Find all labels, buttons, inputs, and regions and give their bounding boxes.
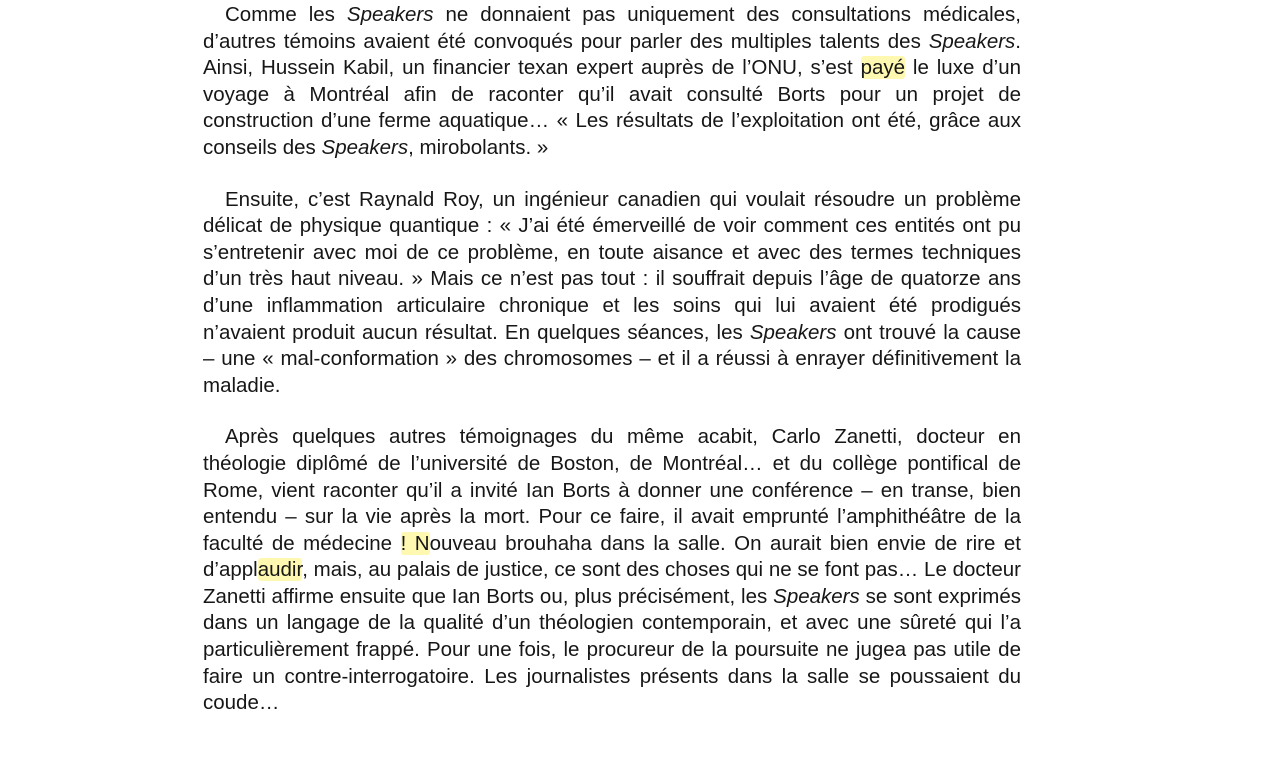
document-page [203, 2, 1021, 717]
highlighted-text: audir [257, 558, 303, 582]
paragraph-2 [203, 187, 1021, 400]
text-run: . Ainsi, Hussein Kabil, un financier texan expert auprès de l’ONU, s’est [203, 29, 1021, 80]
text-run: Ensuite, c’est Raynald Roy, un ingénieur canadien qui voulait résoudre un problème délicat de physique quantique : « J’ai été émerveillé de voir comment ces entités ont pu s’entretenir avec moi de ce problème, en toute aisance et avec des termes techniques d’un très haut niveau. » Mais ce n’est pas tout : il souffrait depuis l’âge de quatorze ans d’une inflammation articulaire chronique et les soins qui lui avaient été prodigués n’avaient produit aucun résultat. En quelques séances, les [203, 187, 1021, 344]
text-run: Comme les [225, 3, 347, 26]
text-run: ont trouvé la cause – une « mal-conformation » des chromosomes – et il a réussi à enrayer définitivement la maladie. [203, 320, 1021, 397]
text-run: le luxe d’un voyage à Montréal afin de raconter qu’il avait consulté Borts pour un projet de construction d’une ferme aquatique… « Les résultats de l’exploitation ont été, grâce aux conseils des [203, 56, 1021, 159]
text-run: se sont exprimés dans un langage de la qualité d’un théologien contemporain, et avec une sûreté qui l’a particulièrement frappé. Pour une fois, le procureur de la poursuite ne jugea pas utile de faire un contre-interrogatoire. Les journalistes présents dans la salle se poussaient du coude… [203, 584, 1021, 715]
text-run: ne donnaient pas uniquement des consultations médicales, d’autres témoins avaient été convoqués pour parler des multiples talents des [203, 3, 1021, 53]
highlighted-text: payé [860, 56, 906, 80]
paragraph-1 [203, 2, 1021, 162]
italic-term: Speakers [346, 3, 434, 26]
highlighted-text: ! N [400, 531, 430, 555]
text-run: , mirobolants. » [408, 135, 549, 159]
text-run: Après quelques autres témoignages du même acabit, Carlo Zanetti, docteur en théologie diplômé de l’université de Boston, de Montréal… et du collège pontifical de Rome, vient raconter qu’il a invité Ian Borts à donner une conférence – en transe, bien entendu – sur la vie après la mort. Pour ce faire, il avait emprunté l’amphithéâtre de la faculté de médecine [203, 425, 1021, 555]
italic-term: Speakers [321, 135, 409, 159]
paragraph-3 [203, 424, 1021, 717]
text-run: , mais, au palais de justice, ce sont des choses qui ne se font pas… Le docteur Zanetti affirme ensuite que Ian Borts ou, plus précisément, les [203, 558, 1021, 608]
text-run: ouveau brouhaha dans la salle. On aurait bien envie de rire et d’appl [203, 531, 1021, 582]
italic-term: Speakers [773, 584, 860, 608]
italic-term: Speakers [749, 320, 837, 344]
italic-term: Speakers [928, 29, 1016, 53]
